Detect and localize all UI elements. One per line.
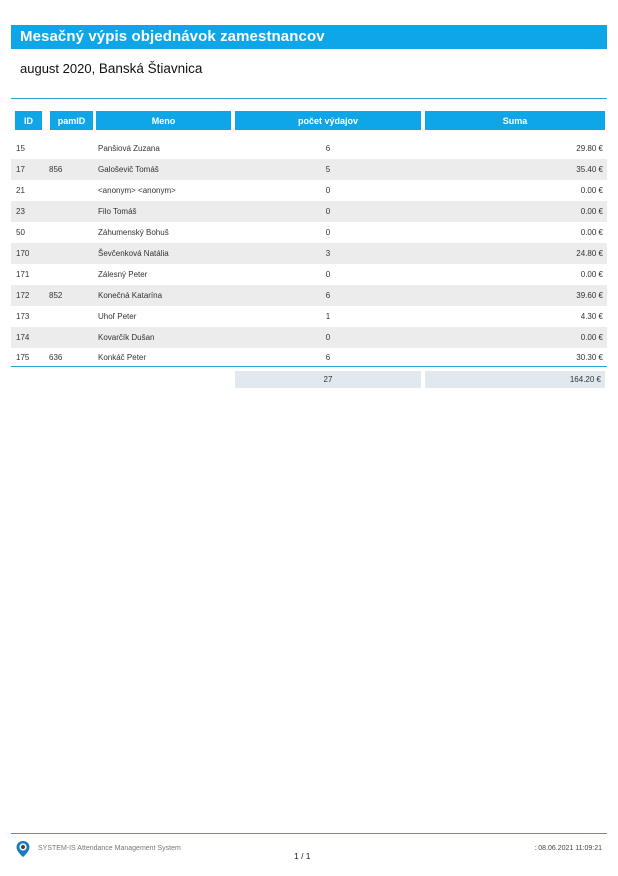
footer-print-date: : 08.06.2021 11:09:21 (534, 845, 602, 852)
cell-name: Filo Tomáš (98, 207, 137, 216)
report-location: Banská Štiavnica (98, 61, 203, 76)
footer-system-name: SYSTEM-IS Attendance Management System (38, 845, 181, 852)
table-bottom-divider (11, 366, 607, 367)
table-row (11, 285, 607, 306)
cell-sum: 35.40 € (576, 165, 603, 174)
report-title: Mesačný výpis objednávok zamestnancov (20, 28, 325, 45)
column-header-pamid: pamID (50, 111, 93, 130)
cell-count: 3 (325, 249, 331, 258)
cell-id: 50 (16, 228, 25, 237)
footer-page-number: 1 / 1 (294, 851, 311, 861)
report-title-bar (11, 25, 607, 49)
cell-id: 21 (16, 186, 25, 195)
cell-pamid: 852 (49, 291, 63, 300)
cell-count: 0 (325, 333, 331, 342)
cell-count: 6 (325, 291, 331, 300)
cell-id: 171 (16, 270, 30, 279)
cell-name: Panšiová Zuzana (98, 144, 160, 153)
cell-name: Ševčenková Natália (98, 249, 169, 258)
cell-name: Záhumenský Bohuš (98, 228, 169, 237)
table-row (11, 138, 607, 159)
map-pin-logo-icon (15, 840, 31, 858)
total-count: 27 (323, 375, 333, 384)
total-count-cell (235, 371, 421, 388)
cell-id: 172 (16, 291, 30, 300)
table-row (11, 243, 607, 264)
cell-count: 1 (325, 312, 331, 321)
cell-name: Zálesný Peter (98, 270, 148, 279)
cell-sum: 0.00 € (580, 228, 603, 237)
cell-sum: 24.80 € (576, 249, 603, 258)
cell-name: Konečná Katarína (98, 291, 163, 300)
cell-pamid: 636 (49, 353, 63, 362)
cell-name: Uhoľ Peter (98, 312, 137, 321)
cell-sum: 29.80 € (576, 144, 603, 153)
header-divider (11, 98, 607, 99)
cell-sum: 4.30 € (580, 312, 603, 321)
cell-id: 23 (16, 207, 25, 216)
table-row (11, 159, 607, 180)
cell-count: 0 (325, 186, 331, 195)
column-header-sum: Suma (425, 111, 605, 130)
cell-id: 17 (16, 165, 25, 174)
cell-pamid: 856 (49, 165, 63, 174)
cell-name: <anonym> <anonym> (98, 186, 176, 195)
cell-count: 0 (325, 207, 331, 216)
cell-id: 173 (16, 312, 30, 321)
subtitle-separator: , (91, 61, 96, 76)
cell-sum: 0.00 € (580, 207, 603, 216)
cell-id: 170 (16, 249, 30, 258)
total-sum-cell (425, 371, 605, 388)
table-row (11, 306, 607, 327)
column-header-count: počet výdajov (235, 111, 421, 130)
cell-count: 0 (325, 270, 331, 279)
footer-divider (11, 833, 607, 834)
column-header-name: Meno (96, 111, 231, 130)
table-row (11, 222, 607, 243)
cell-count: 6 (325, 353, 331, 362)
cell-id: 175 (16, 353, 30, 362)
table-row (11, 201, 607, 222)
cell-sum: 0.00 € (580, 270, 603, 279)
cell-sum: 30.30 € (576, 353, 603, 362)
column-header-id: ID (15, 111, 42, 130)
cell-sum: 39.60 € (576, 291, 603, 300)
cell-id: 15 (16, 144, 25, 153)
report-subtitle (20, 61, 202, 76)
cell-count: 0 (325, 228, 331, 237)
cell-name: Galoševič Tomáš (98, 165, 159, 174)
cell-id: 174 (16, 333, 30, 342)
cell-count: 5 (325, 165, 331, 174)
table-row (11, 180, 607, 201)
cell-count: 6 (325, 144, 331, 153)
cell-sum: 0.00 € (580, 333, 603, 342)
cell-name: Konkáč Peter (98, 353, 147, 362)
table-row (11, 264, 607, 285)
table-row (11, 327, 607, 348)
total-sum: 164.20 € (569, 375, 601, 384)
table-row (11, 347, 607, 368)
cell-name: Kovarčík Dušan (98, 333, 155, 342)
cell-sum: 0.00 € (580, 186, 603, 195)
report-period: august 2020 (20, 61, 92, 76)
